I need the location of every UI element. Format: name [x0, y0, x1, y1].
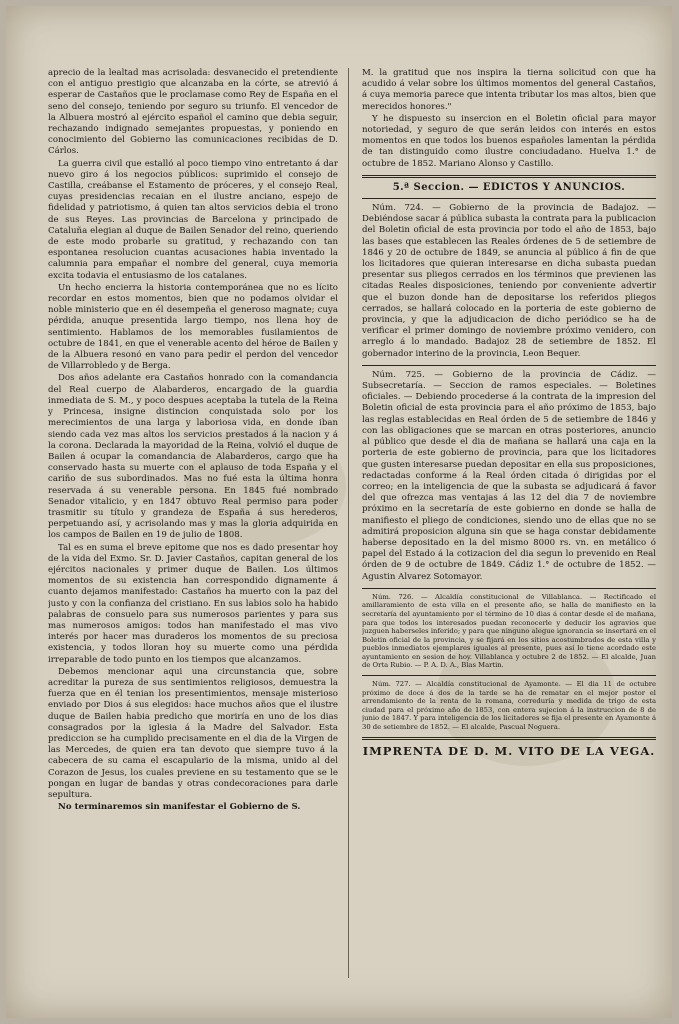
imprint-rule — [362, 737, 656, 740]
notice-rule — [362, 675, 656, 676]
paragraph: La guerra civil que estalló al poco tiempo vino entretanto á dar nuevo giro á los negocios públicos: suprimido el consejo de Castilla, creábanse el Estamento de próceres, y el consejo Real, cuyas presidencias recaian en el ilustre anciano, espejo de fidelidad y patriotismo, á quien tan altos servicios debia el trono de sus Reyes. Las provincias de Barcelona y principado de Cataluña elegian al duque de Bailen Senador del reino, queriendo de este modo probarle su gratitud, y rechazando con tan espontanea resolucion cuantas acusaciones habia inventado la calumnia para empañar el nombre del general, cuya memoria excita todavia el entusiasmo de los catalanes. — [48, 158, 338, 281]
notice-rule — [362, 588, 656, 589]
paragraph: Y he dispuesto su insercion en el Boletin oficial para mayor notoriedad, y seguro de que serán leidos con interés en estos momentos en que todos los buenos españoles lamentan la pérdida de tan distinguido como ilustre conciudadano. Huelva 1.° de octubre de 1852. Mariano Alonso y Castillo. — [362, 113, 656, 169]
section-rule — [362, 175, 656, 178]
paragraph: Un hecho encierra la historia contemporánea que no es lícito recordar en estos momentos, bien que no podamos olvidar el noble ministerio que en él desempeña el generoso magnate; cuya pérdida, anuque presentida largo tiempo, nos llena hoy de sentimiento. Hablamos de los memorables fusilamientos de octubre de 1841, en que el venerable acento del héroe de Bailen y de la Albuera resonó en vano para pedir el perdon del vencedor de Villarrobledo y de Berga. — [48, 282, 338, 372]
section-heading: 5.ª Seccion. — EDICTOS Y ANUNCIOS. — [392, 181, 626, 193]
paragraph: Dos años adelante era Castaños honrado con la comandancia del Real cuerpo de Alabarderos, encargado de la guardia inmediata de S. M., y poco despues aceptaba la tutela de la Reina y Princesa, insigne distincion conquistada solo por los merecimientos de una larga y laboriosa vida, en donde iban siendo cada vez mas altos los servicios prestados á la nacion y á la corona. Declarada la mayoridad de la Reina, volvió el duque de Bailen á ocupar la comandancia de Alabarderos, cargo que ha conservado hasta su muerte con el aplauso de toda España y el cariño de sus subordinados. Mas no fué esta la última honra reservada á su venerable persona. En 1845 fué nombrado Senador vitalicio, y en 1847 obtuvo Real permiso para poder trasmitir su título y grandeza de España á sus herederos, perpetuando así, y acrisolando mas y mas la gloria adquirida en los campos de Bailen en 19 de julio de 1808. — [48, 373, 338, 541]
notice-726: Núm. 726. — Alcaldía constitucional de Villablanca. — Rectificado el amillaramiento de esta villa en el presente año, se halla de manifiesto en la secretaría del ayuntamiento por el término de 10 dias á contar desde el de mañana, para que todos los interesados puedan reconocerle y deducir los agravios que juzguen haberseles inferido; y para que ninguno alegue ignorancia se insertará en el Boletin oficial de la provincia, y se fijará en los sitios acostumbrados de esta villa y pueblos inmediatos ejemplares iguales al presente, pues así lo tiene acordado este ayuntamiento en sesion de hoy. Villablanca y octubre 2 de 1852. — El alcalde, Juan de Orta Rubio. — P. A. D. A., Blas Martin. — [362, 592, 656, 670]
paragraph: M. la gratitud que nos inspira la tierna solicitud con que ha acudido á velar sobre los últimos momentos del general Castaños, á cuya memoria parece que intenta tributar los mas altos, bien que merecidos honores." — [362, 68, 656, 112]
notice-724: Núm. 724. — Gobierno de la provincia de Badajoz. — Debiéndose sacar á pública subasta la contrata para la publicacion del Boletin oficial de esta provincia por todo el año de 1853, bajo las bases que establecen las Reales órdenes de 5 de setiembre de 1846 y 20 de octubre de 1849, se anuncia al público á fin de que los licitadores que quieran interesarse en dicha subasta puedan presentar sus pliegos cerrados en los términos que previenen las citadas Reales disposiciones, teniendo por conveniente advertir que el buzon donde han de depositarse los referidos pliegos cerrados, se hallará colocado en la porteria de este gobierno de provincia, y que la adjudicacion de dicho periódico se ha de verificar el primer domingo de noviembre próximo venidero, con arreglo á lo mandado. Badajoz 28 de setiembre de 1852. El gobernador interino de la provincia, Leon Bequer. — [362, 203, 656, 359]
left-column — [48, 68, 338, 998]
notice-727: Núm. 727. — Alcaldía constitucional de Ayamonte. — El dia 11 de octubre próximo de doce á dos de la tarde se ha de rematar en el mejor postor el arrendamiento de la renta de la romana, correduría y medida de trigo de esta ciudad para el próximo año de 1853, con entera sujecion á la instruccion de 8 de junio de 1847. Y para inteligencia de los licitadores se fija el presente en Ayamonte á 30 de setiembre de 1852. — El alcalde, Pascual Noguera. — [362, 680, 656, 732]
paragraph: No terminaremos sin manifestar el Gobierno de S. — [58, 802, 301, 813]
paragraph: Tal es en suma el breve epitome que nos es dado presentar hoy de la vida del Exmo. Sr. D. Javier Castaños, capitan general de los ejércitos nacionales y primer duque de Bailen. Los últimos momentos de su existencia han correspondido dignamente á cuanto dejamos manifestado: Castaños ha muerto con la paz del justo y con la confianza del cristiano. En sus labios solo ha habido palabras de consuelo para sus numerosos parientes y para sus mas numerosos amigos: todos han manifestado el mas vivo interés por hacer mas duraderos los momentos de su preciosa existencia, y todos lloran hoy su muerte como una pérdida irreparable de todo punto en los tiempos que alcanzamos. — [48, 542, 338, 665]
paragraph: aprecio de la lealtad mas acrisolada: desvanecido el pretendiente con el antiguo prestigio que alcanzaba en la córte, se atrevió á esperar de Castaños que le proclamase como Rey de España en el seno del consejo, teniendo por seguro su triunfo. El vencedor de la Albuera mostró al ejército español el camino que debia seguir, rechazando indignado semejantes propuestas, y poniendo en conocimiento del Gobierno las comunicaciones recibidas de D. Cárlos. — [48, 68, 338, 157]
section-rule — [362, 198, 656, 199]
notice-725: Núm. 725. — Gobierno de la provincia de Cádiz. — Subsecretaría. — Seccion de ramos especiales. — Boletines oficiales. — Debiendo procederse á la contrata de la impresion del Boletin oficial de esta provincia para el año próximo de 1853, bajo las reglas establecidas en Real órden de 5 de setiembre de 1846 y con las obligaciones que se marcan en otras posteriores, anuncio al público que desde el dia de mañana se hallará una caja en la porteria de este gobierno de provincia, para que los licitadores que gusten interesarse puedan depositar en ella sus proposiciones, redactadas conforme á la Real órden citada ó dirigidas por el correo; en la inteligencia de que la subasta se adjudicará á favor del que ofrezca mas ventajas á las 12 del dia 7 de noviembre próximo en la secretaría de este gobierno en donde se halla de manifiesto el pliego de condiciones, siendo uno de ellas que no se admitirá proposicion alguna sin que se haga constar debidamente haberse depositado en la del mismo 8000 rs. vn. en metálico ó papel del Estado á la cotizacion del dia segun lo prevenido en Real órden de 9 de octubre de 1849. Cádiz 1.° de octubre de 1852. — Agustin Alvarez Sotomayor. — [362, 369, 656, 582]
right-column — [362, 68, 656, 998]
notice-rule — [362, 365, 656, 366]
paragraph: Debemos mencionar aqui una circunstancia que, sobre acreditar la pureza de sus sentimientos religiosos, demuestra la fuerza que en él tenian los presentimientos, mensaje misterioso enviado por Dios á sus elegidos: hace muchos años que el ilustre duque de Bailen habia predicho que moriría en uno de los dias consagrados por la iglesia á la Madre del Salvador. Esta prediccion se ha cumplido precisamente en el dia de la Virgen de las Mercedes, de quien era tan devoto que siempre tuvo á la cabecera de su cama el escapulario de la misma, unido al del Corazon de Jesus, los cuales previene en su testamento que se le pongan en lugar de bandas y otras condecoraciones para darle sepultura. — [48, 666, 338, 800]
imprint: IMPRENTA DE D. M. VITO DE LA VEGA. — [362, 743, 656, 758]
newspaper-page — [6, 6, 672, 1018]
column-divider — [348, 68, 349, 978]
